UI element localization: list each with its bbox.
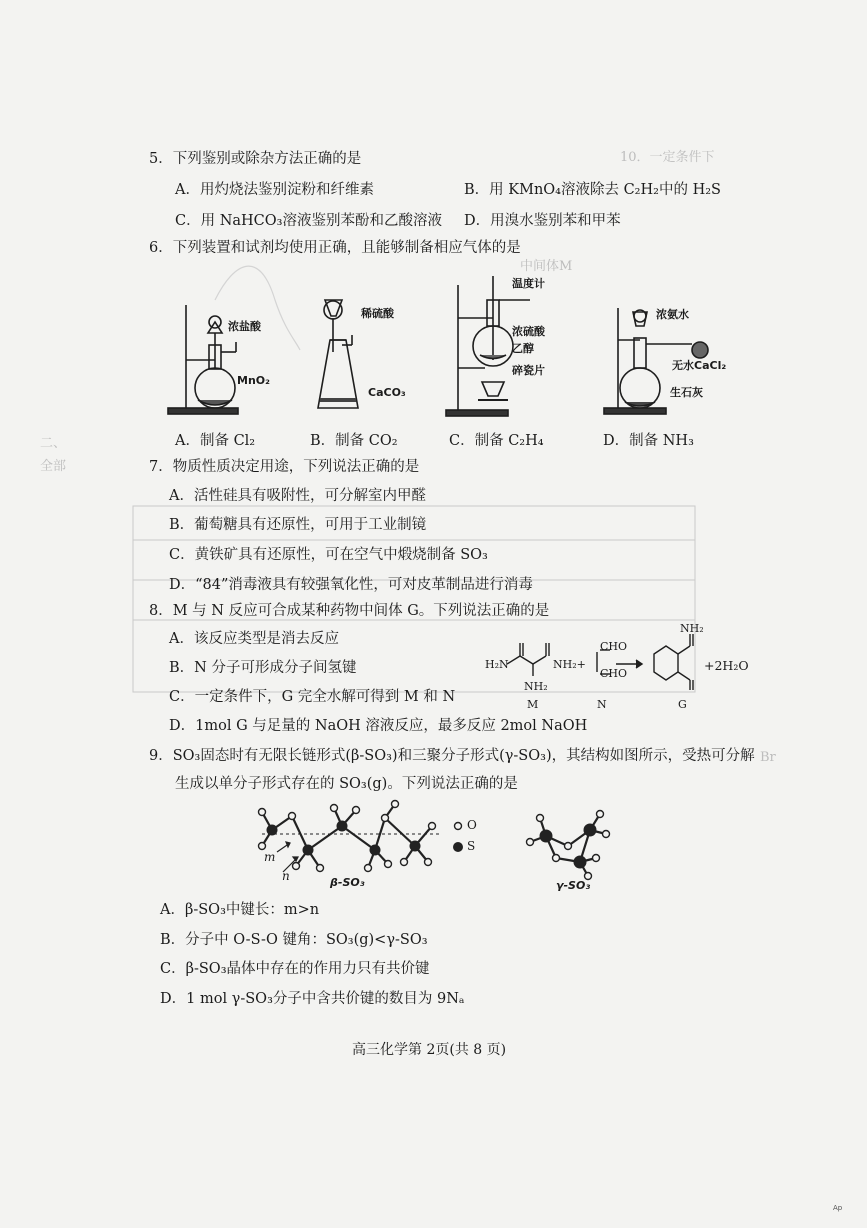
plus-water: +2H₂O <box>704 658 749 673</box>
label-mno2: MnO₂ <box>237 374 270 387</box>
q8-stem: 8．M 与 N 反应可合成某种药物中间体 G。下列说法正确的是 <box>149 603 550 619</box>
q7-option-c: C．黄铁矿具有还原性，可在空气中煅烧制备 SO₃ <box>169 547 488 563</box>
q6-option-a: A．制备 Cl₂ <box>175 433 256 449</box>
q9-option-d: D．1 mol γ-SO₃分子中含共价键的数目为 9Nₐ <box>160 991 465 1007</box>
label-m: M <box>527 698 539 711</box>
q9-option-c: C．β-SO₃晶体中存在的作用力只有共价键 <box>160 961 430 977</box>
q7-option-b: B．葡萄糖具有还原性，可用于工业制镜 <box>169 517 427 533</box>
label-n: N <box>597 698 607 711</box>
q9-option-b: B．分子中 O-S-O 键角：SO₃(g)<γ-SO₃ <box>160 932 428 948</box>
q8-option-c: C．一定条件下，G 完全水解可得到 M 和 N <box>169 689 456 705</box>
label-gamma-so3: γ-SO₃ <box>556 879 591 892</box>
q7-option-a: A．活性硅具有吸附性，可分解室内甲醛 <box>169 488 426 504</box>
label-lime: 生石灰 <box>670 386 703 399</box>
bleed-through-text: 二、 <box>40 436 67 451</box>
corner-mark: Ap <box>833 1204 843 1212</box>
n-cho-top: CHO <box>600 640 628 653</box>
q6-option-c: C．制备 C₂H₄ <box>449 433 544 449</box>
label-chips: 碎瓷片 <box>512 364 545 377</box>
label-conc-h2so4: 浓硫酸 <box>512 325 545 338</box>
m-h2n: H₂N <box>485 658 509 671</box>
q8-option-a: A．该反应类型是消去反应 <box>169 631 339 647</box>
page-footer: 高三化学第 2页(共 8 页) <box>352 1042 507 1058</box>
g-nh2: NH₂ <box>680 622 704 635</box>
q9-stem-line1: 9．SO₃固态时有无限长链形式(β-SO₃)和三聚分子形式(γ-SO₃)，其结构如图所示，受热可分解 <box>149 748 755 764</box>
label-cacl2: 无水CaCl₂ <box>672 359 727 372</box>
legend-s: S <box>467 839 476 853</box>
q7-stem: 7．物质性质决定用途，下列说法正确的是 <box>149 459 420 475</box>
m-nh2-bottom: NH₂ <box>524 680 548 693</box>
label-g: G <box>678 698 687 711</box>
q6-option-b: B．制备 CO₂ <box>310 433 398 449</box>
q8-option-b: B．N 分子可形成分子间氢键 <box>169 660 357 676</box>
bleed-through-text: 10．一定条件下 <box>620 150 715 165</box>
bond-label-n: n <box>282 869 290 883</box>
m-nh2-plus: NH₂+ <box>553 658 586 671</box>
label-dilute-h2so4: 稀硫酸 <box>361 307 394 320</box>
q5-option-d: D．用溴水鉴别苯和甲苯 <box>464 213 621 229</box>
label-ammonia-water: 浓氨水 <box>656 308 689 321</box>
q5-option-c: C．用 NaHCO₃溶液鉴别苯酚和乙酸溶液 <box>175 213 442 229</box>
q5-option-b: B．用 KMnO₄溶液除去 C₂H₂中的 H₂S <box>464 182 721 198</box>
legend-o: O <box>467 818 477 832</box>
q5-option-a: A．用灼烧法鉴别淀粉和纤维素 <box>175 182 374 198</box>
n-cho-bottom: CHO <box>600 667 628 680</box>
q6-option-d: D．制备 NH₃ <box>603 433 694 449</box>
bleed-through-text: Br <box>760 750 776 765</box>
bleed-through-text: 全部 <box>40 459 67 474</box>
q5-stem: 5．下列鉴别或除杂方法正确的是 <box>149 151 362 167</box>
q9-stem-line2: 生成以单分子形式存在的 SO₃(g)。下列说法正确的是 <box>175 776 518 792</box>
q7-option-d: D．“84”消毒液具有较强氧化性，可对皮革制品进行消毒 <box>169 577 533 593</box>
label-caco3: CaCO₃ <box>368 386 406 399</box>
bond-label-m: m <box>264 850 276 864</box>
q8-option-d: D．1mol G 与足量的 NaOH 溶液反应，最多反应 2mol NaOH <box>169 718 588 734</box>
q6-stem: 6．下列装置和试剂均使用正确，且能够制备相应气体的是 <box>149 240 521 256</box>
label-ethanol: 乙醇 <box>512 342 534 355</box>
bleed-through-text: 中间体M <box>520 259 573 274</box>
q9-option-a: A．β-SO₃中键长：m>n <box>160 902 320 918</box>
label-beta-so3: β-SO₃ <box>330 876 365 889</box>
label-thermometer: 温度计 <box>512 277 545 290</box>
label-conc-hcl: 浓盐酸 <box>228 320 261 333</box>
